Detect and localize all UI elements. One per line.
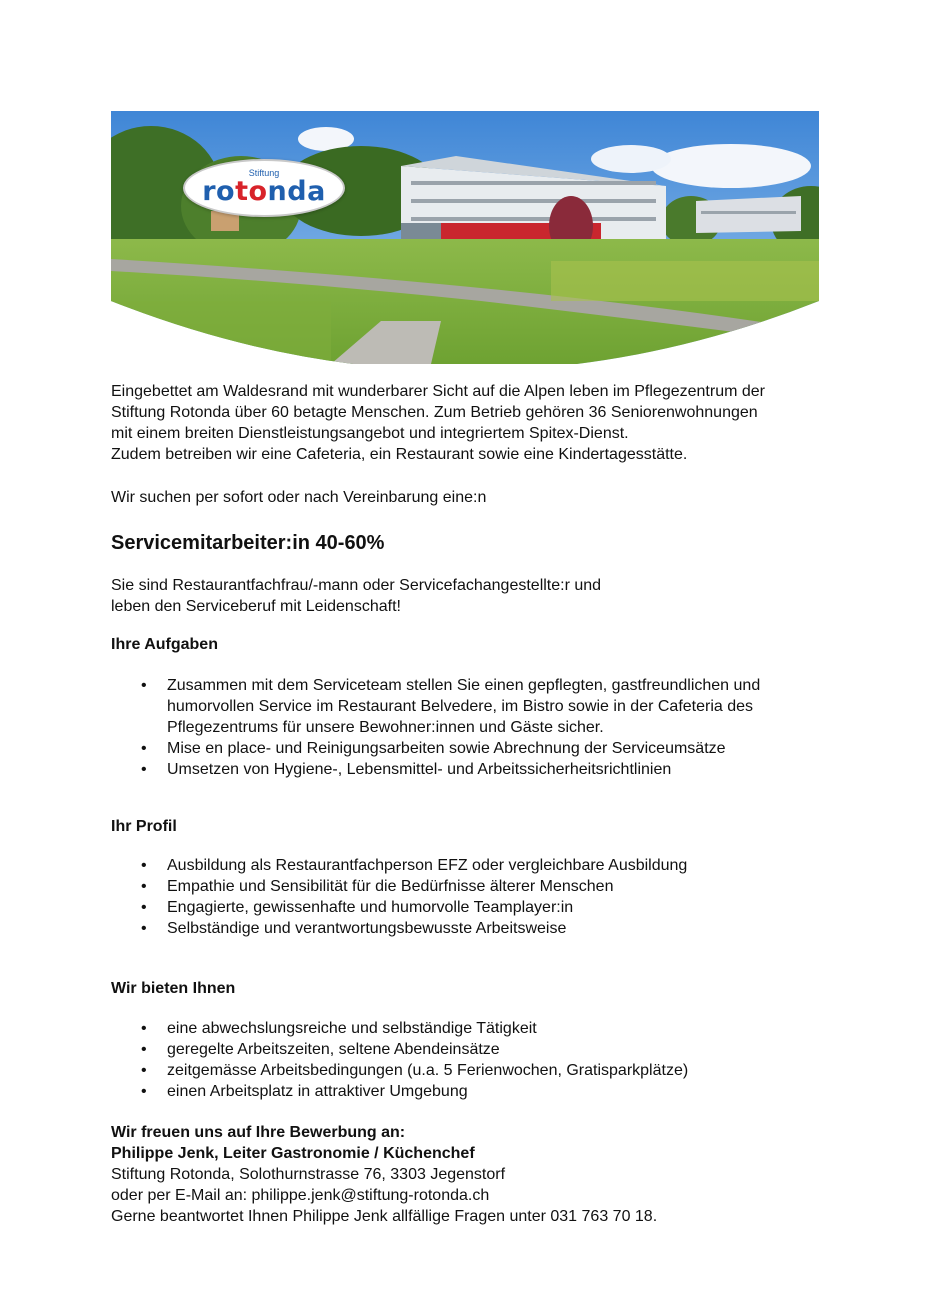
bullet: • xyxy=(141,677,147,694)
job-title: Servicemitarbeiter:in 40-60% xyxy=(111,532,385,554)
logo-small-text: Stiftung xyxy=(248,168,280,178)
list-item-text: Selbständige und verantwortungsbewusste Arbeitsweise xyxy=(167,920,567,937)
list-item xyxy=(111,1018,811,1039)
profile-list xyxy=(111,855,811,939)
logo-wordmark-part1: ro xyxy=(202,176,236,207)
intro-line: Zudem betreiben wir eine Cafeteria, ein Restaurant sowie eine Kindertagesstätte. xyxy=(111,446,688,463)
list-item-text: eine abwechslungsreiche und selbständige Tätigkeit xyxy=(167,1020,537,1037)
intro-line: mit einem breiten Dienstleistungsangebot und integriertem Spitex-Dienst. xyxy=(111,425,629,442)
list-item xyxy=(111,855,811,876)
header-photo xyxy=(111,111,819,364)
offer-list xyxy=(111,1018,811,1102)
list-item xyxy=(111,1060,811,1081)
list-item-text: Engagierte, gewissenhafte und humorvolle Teamplayer:in xyxy=(167,899,574,916)
bullet: • xyxy=(141,920,147,937)
list-item-text: Mise en place- und Reinigungsarbeiten sowie Abrechnung der Serviceumsätze xyxy=(167,740,726,757)
rotonda-logo xyxy=(183,159,345,217)
contact-intro: Wir freuen uns auf Ihre Bewerbung an: xyxy=(111,1124,406,1141)
tasks-list xyxy=(111,675,811,780)
contact-email-line[interactable]: oder per E-Mail an: philippe.jenk@stiftung-rotonda.ch xyxy=(111,1187,490,1204)
search-line: Wir suchen per sofort oder nach Vereinbarung eine:n xyxy=(111,489,487,506)
job-subtitle xyxy=(111,575,831,617)
subtitle-line: leben den Serviceberuf mit Leidenschaft! xyxy=(111,598,401,615)
tasks-heading: Ihre Aufgaben xyxy=(111,636,218,653)
bullet: • xyxy=(141,878,147,895)
list-item-text: Umsetzen von Hygiene-, Lebensmittel- und Arbeitssicherheitsrichtlinien xyxy=(167,761,672,778)
list-item-text: einen Arbeitsplatz in attraktiver Umgebung xyxy=(167,1083,468,1100)
list-item xyxy=(111,1081,811,1102)
list-item xyxy=(111,759,811,780)
list-item xyxy=(111,738,811,759)
contact-phone-line: Gerne beantwortet Ihnen Philippe Jenk allfällige Fragen unter 031 763 70 18. xyxy=(111,1208,658,1225)
logo-wordmark xyxy=(185,176,343,207)
bullet: • xyxy=(141,899,147,916)
bullet: • xyxy=(141,740,147,757)
list-item-text: Empathie und Sensibilität für die Bedürfnisse älterer Menschen xyxy=(167,878,614,895)
landscape-illustration xyxy=(111,111,819,364)
list-item xyxy=(111,918,811,939)
contact-person: Philippe Jenk, Leiter Gastronomie / Küchenchef xyxy=(111,1145,475,1162)
intro-paragraph xyxy=(111,381,831,465)
contact-block xyxy=(111,1122,831,1227)
bullet: • xyxy=(141,761,147,778)
list-item xyxy=(111,876,811,897)
contact-address: Stiftung Rotonda, Solothurnstrasse 76, 3303 Jegenstorf xyxy=(111,1166,506,1183)
bullet: • xyxy=(141,1020,147,1037)
list-item-text: Zusammen mit dem Serviceteam stellen Sie einen gepflegten, gastfreundlichen und humorvollen Service im Restaurant Belvedere, im Bistro sowie in der Cafeteria des Pflegezentrums für unsere Bewohner:innen und Gäste sicher. xyxy=(167,677,761,736)
list-item-text: geregelte Arbeitszeiten, seltene Abendeinsätze xyxy=(167,1041,500,1058)
list-item xyxy=(111,675,811,738)
profile-heading: Ihr Profil xyxy=(111,818,177,835)
intro-line: Stiftung Rotonda über 60 betagte Menschen. Zum Betrieb gehören 36 Seniorenwohnungen xyxy=(111,404,758,421)
intro-line: Eingebettet am Waldesrand mit wunderbarer Sicht auf die Alpen leben im Pflegezentrum der xyxy=(111,383,765,400)
bullet: • xyxy=(141,857,147,874)
logo-wordmark-part2: to xyxy=(235,176,268,207)
offer-heading: Wir bieten Ihnen xyxy=(111,980,236,997)
bullet: • xyxy=(141,1062,147,1079)
bullet: • xyxy=(141,1083,147,1100)
subtitle-line: Sie sind Restaurantfachfrau/-mann oder Servicefachangestellte:r und xyxy=(111,577,602,594)
logo-wordmark-part3: nda xyxy=(267,176,326,207)
list-item xyxy=(111,897,811,918)
bullet: • xyxy=(141,1041,147,1058)
list-item-text: Ausbildung als Restaurantfachperson EFZ oder vergleichbare Ausbildung xyxy=(167,857,688,874)
list-item xyxy=(111,1039,811,1060)
list-item-text: zeitgemässe Arbeitsbedingungen (u.a. 5 Ferienwochen, Gratisparkplätze) xyxy=(167,1062,689,1079)
